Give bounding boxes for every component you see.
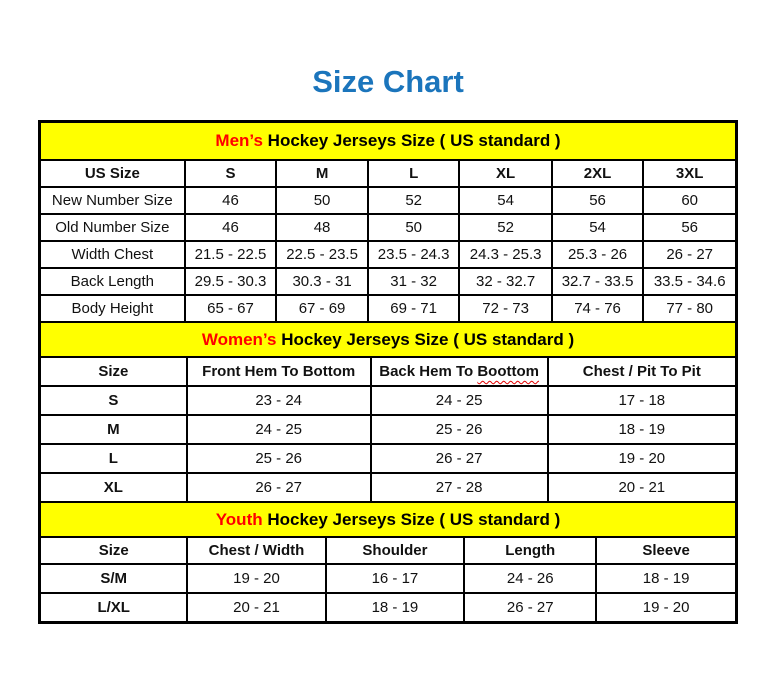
womens-banner-rest: Hockey Jerseys Size ( US standard ) xyxy=(276,329,575,349)
table-cell: 33.5 - 34.6 xyxy=(643,268,735,295)
youth-header-row xyxy=(41,537,735,564)
table-row xyxy=(41,386,735,415)
mens-banner xyxy=(41,123,735,160)
table-cell: 50 xyxy=(276,187,368,214)
table-row xyxy=(41,473,735,501)
mens-banner-highlight: Men’s xyxy=(215,131,263,150)
table-cell: 27 - 28 xyxy=(371,473,548,501)
row-label: Old Number Size xyxy=(41,214,185,241)
table-cell: 26 - 27 xyxy=(371,444,548,473)
table-cell: 31 - 32 xyxy=(368,268,460,295)
row-label: XL xyxy=(41,473,187,501)
table-row xyxy=(41,295,735,321)
row-label: M xyxy=(41,415,187,444)
table-cell: 18 - 19 xyxy=(596,564,735,593)
table-cell: 32 - 32.7 xyxy=(459,268,551,295)
mens-banner-rest: Hockey Jerseys Size ( US standard ) xyxy=(262,131,561,150)
row-label: L xyxy=(41,444,187,473)
table-cell: 56 xyxy=(552,187,644,214)
column-header: Front Hem To Bottom xyxy=(187,357,371,386)
column-header: XL xyxy=(459,160,551,187)
table-cell: 21.5 - 22.5 xyxy=(185,241,277,268)
table-cell: 19 - 20 xyxy=(548,444,735,473)
youth-size-table xyxy=(41,501,735,621)
column-header: Shoulder xyxy=(326,537,465,564)
table-cell: 29.5 - 30.3 xyxy=(185,268,277,295)
table-cell: 24.3 - 25.3 xyxy=(459,241,551,268)
table-cell: 24 - 25 xyxy=(371,386,548,415)
table-cell: 65 - 67 xyxy=(185,295,277,321)
table-cell: 32.7 - 33.5 xyxy=(552,268,644,295)
table-row xyxy=(41,241,735,268)
table-cell: 52 xyxy=(459,214,551,241)
womens-header-row xyxy=(41,357,735,386)
row-label: New Number Size xyxy=(41,187,185,214)
row-label: S xyxy=(41,386,187,415)
table-cell: 50 xyxy=(368,214,460,241)
table-cell: 54 xyxy=(459,187,551,214)
youth-banner-title xyxy=(41,502,735,537)
column-header: US Size xyxy=(41,160,185,187)
womens-banner xyxy=(41,322,735,357)
table-cell: 25 - 26 xyxy=(187,444,371,473)
row-label: Back Length xyxy=(41,268,185,295)
table-cell: 72 - 73 xyxy=(459,295,551,321)
table-row xyxy=(41,268,735,295)
size-chart xyxy=(38,120,738,624)
womens-banner-highlight: Women’s xyxy=(201,329,277,349)
page-title: Size Chart xyxy=(312,64,464,99)
table-cell: 16 - 17 xyxy=(326,564,465,593)
table-cell: 67 - 69 xyxy=(276,295,368,321)
womens-banner-title xyxy=(41,322,735,357)
column-header: Sleeve xyxy=(596,537,735,564)
womens-size-table xyxy=(41,321,735,501)
youth-banner-rest: Hockey Jerseys Size ( US standard ) xyxy=(262,509,561,529)
table-cell: 23 - 24 xyxy=(187,386,371,415)
table-cell: 30.3 - 31 xyxy=(276,268,368,295)
table-cell: 77 - 80 xyxy=(643,295,735,321)
row-label: Width Chest xyxy=(41,241,185,268)
table-row xyxy=(41,564,735,593)
table-cell: 20 - 21 xyxy=(548,473,735,501)
column-header: Size xyxy=(41,537,187,564)
table-cell: 24 - 25 xyxy=(187,415,371,444)
table-cell: 20 - 21 xyxy=(187,593,325,621)
column-header: Length xyxy=(464,537,596,564)
row-label: L/XL xyxy=(41,593,187,621)
table-row xyxy=(41,593,735,621)
table-row xyxy=(41,444,735,473)
table-cell: 19 - 20 xyxy=(596,593,735,621)
table-cell: 46 xyxy=(185,187,277,214)
table-cell: 18 - 19 xyxy=(326,593,465,621)
table-row xyxy=(41,214,735,241)
table-row xyxy=(41,187,735,214)
table-cell: 17 - 18 xyxy=(548,386,735,415)
youth-banner xyxy=(41,502,735,537)
table-cell: 54 xyxy=(552,214,644,241)
mens-size-table xyxy=(41,123,735,321)
column-header: Chest / Width xyxy=(187,537,325,564)
table-cell: 69 - 71 xyxy=(368,295,460,321)
table-cell: 46 xyxy=(185,214,277,241)
column-header: 3XL xyxy=(643,160,735,187)
row-label: S/M xyxy=(41,564,187,593)
table-cell: 26 - 27 xyxy=(643,241,735,268)
table-cell: 56 xyxy=(643,214,735,241)
table-cell: 26 - 27 xyxy=(187,473,371,501)
column-header: Chest / Pit To Pit xyxy=(548,357,735,386)
youth-banner-highlight: Youth xyxy=(215,509,263,529)
column-header: S xyxy=(185,160,277,187)
column-header: L xyxy=(368,160,460,187)
mens-banner-title xyxy=(41,123,735,160)
column-header: Size xyxy=(41,357,187,386)
table-cell: 25 - 26 xyxy=(371,415,548,444)
table-row xyxy=(41,415,735,444)
table-cell: 22.5 - 23.5 xyxy=(276,241,368,268)
table-cell: 74 - 76 xyxy=(552,295,644,321)
table-cell: 24 - 26 xyxy=(464,564,596,593)
table-cell: 23.5 - 24.3 xyxy=(368,241,460,268)
table-cell: 19 - 20 xyxy=(187,564,325,593)
mens-header-row xyxy=(41,160,735,187)
misspelled-word: Boottom xyxy=(477,363,539,380)
table-cell: 18 - 19 xyxy=(548,415,735,444)
column-header: M xyxy=(276,160,368,187)
table-cell: 26 - 27 xyxy=(464,593,596,621)
column-header: 2XL xyxy=(552,160,644,187)
column-header xyxy=(371,357,548,386)
table-cell: 48 xyxy=(276,214,368,241)
table-cell: 60 xyxy=(643,187,735,214)
row-label: Body Height xyxy=(41,295,185,321)
table-cell: 25.3 - 26 xyxy=(552,241,644,268)
column-header-text: Back Hem To xyxy=(379,363,478,380)
table-cell: 52 xyxy=(368,187,460,214)
